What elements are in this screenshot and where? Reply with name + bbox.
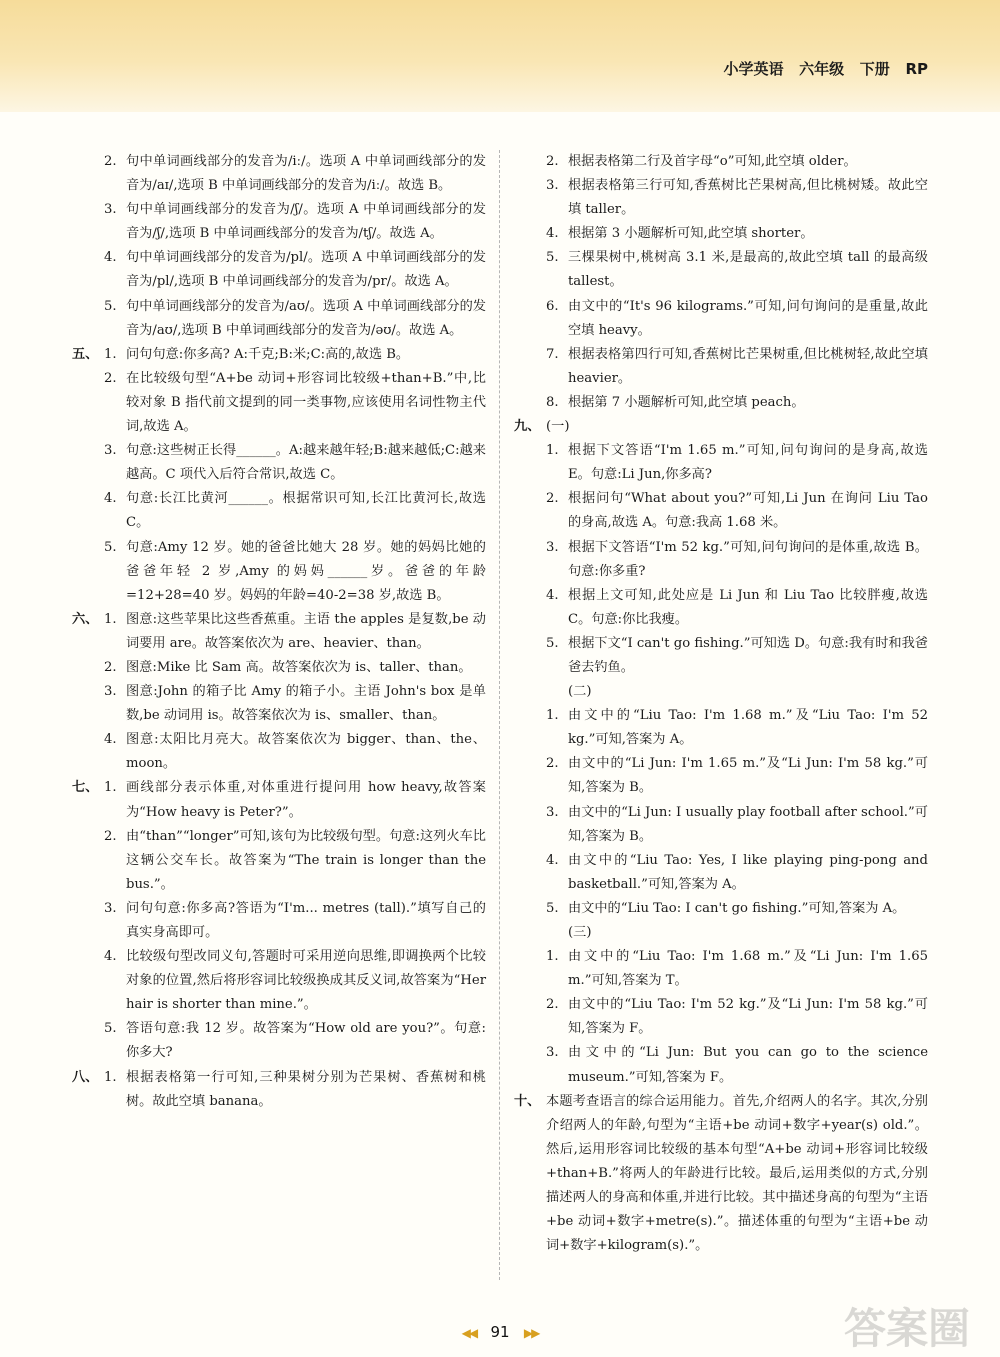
item-number: 4.	[104, 491, 117, 507]
item-text: 由文中的“It's 96 kilograms.”可知,问句询问的是重量,故此空填 heavy。	[568, 298, 928, 338]
item-text: 根据表格第四行可知,香蕉树比芒果树重,但比桃树轻,故此空填 heavier。	[568, 346, 928, 386]
answer-item	[72, 343, 486, 367]
answer-item	[514, 752, 928, 800]
item-number: 5.	[104, 539, 117, 555]
answer-item	[72, 825, 486, 897]
item-number: 2.	[546, 997, 559, 1013]
item-number: 2.	[104, 659, 117, 675]
item-number: 4.	[104, 250, 117, 266]
answer-item	[72, 150, 486, 198]
item-text: 句意:长江比黄河______。根据常识可知,长江比黄河长,故选 C。	[126, 491, 486, 531]
item-text: 由“than”“longer”可知,该句为比较级句型。句意:这列火车比这辆公交车长。故答案为“The train is longer than the bus.”。	[126, 828, 486, 892]
item-number: 7.	[546, 346, 559, 362]
item-text: 由文中的“Liu Tao: I can't go fishing.”可知,答案为 A。	[568, 900, 906, 916]
item-text: 根据下文答语“I'm 1.65 m.”可知,问句询问的是身高,故选 E。句意:Li Jun,你多高?	[568, 443, 928, 483]
item-number: 2.	[546, 491, 559, 507]
answer-item	[514, 801, 928, 849]
answer-item	[72, 367, 486, 439]
item-number: 3.	[546, 539, 559, 555]
book-title: 小学英语 六年级 下册 RP	[723, 60, 928, 78]
item-text: 根据表格第二行及首字母“o”可知,此空填 older。	[568, 154, 857, 169]
watermark-logo: 答案圈	[843, 1304, 970, 1353]
answer-item	[72, 776, 486, 824]
answer-item	[514, 343, 928, 391]
item-number: 5.	[104, 1021, 117, 1037]
answer-item	[514, 584, 928, 632]
item-text: 问句句意:你多高? A:千克;B:米;C:高的,故选 B。	[126, 346, 410, 362]
item-number: 3.	[546, 804, 559, 820]
item-text: 由文中的“Liu Tao: I'm 1.68 m.”及“Liu Tao: I'm 52 kg.”可知,答案为 A。	[568, 708, 928, 748]
item-number: 1.	[546, 949, 559, 965]
answer-item	[514, 391, 928, 415]
answer-item	[514, 1090, 928, 1259]
item-number: 1.	[546, 443, 559, 459]
prev-arrows-icon: ◀◀	[461, 1326, 477, 1340]
item-text: 根据表格第三行可知,香蕉树比芒果树高,但比桃树矮。故此空填 taller。	[568, 178, 928, 218]
item-text: 三棵果树中,桃树高 3.1 米,是最高的,故此空填 tall 的最高级 tallest。	[568, 250, 928, 290]
answer-item	[514, 945, 928, 993]
answer-item	[72, 897, 486, 945]
item-text: 根据问句“What about you?”可知,Li Jun 在询问 Liu Tao 的身高,故选 A。句意:我高 1.68 米。	[568, 491, 928, 531]
answer-item	[72, 1017, 486, 1065]
item-number: 1.	[104, 1069, 117, 1085]
item-number: 4.	[104, 732, 117, 748]
item-text: 句中单词画线部分的发音为/iː/。选项 A 中单词画线部分的发音为/aɪ/,选项 B 中单词画线部分的发音为/iː/。故选 B。	[126, 154, 486, 194]
item-text: 由文中的“Li Jun: But you can go to the science museum.”可知,答案为 F。	[568, 1045, 928, 1085]
item-text: 由文中的“Liu Tao: I'm 52 kg.”及“Li Jun: I'm 58 kg.”可知,答案为 F。	[568, 997, 928, 1037]
item-text: 句中单词画线部分的发音为/aʊ/。选项 A 中单词画线部分的发音为/aʊ/,选项 B 中单词画线部分的发音为/əʊ/。故选 A。	[126, 298, 486, 338]
item-text: 图意:Mike 比 Sam 高。故答案依次为 is、taller、than。	[126, 659, 472, 675]
answer-item	[514, 174, 928, 222]
item-text: (三)	[568, 925, 592, 940]
answer-item	[514, 536, 928, 584]
item-text: 图意:太阳比月亮大。故答案依次为 bigger、than、the、moon。	[126, 732, 486, 772]
section-number: 五、	[72, 346, 99, 362]
answer-item	[72, 295, 486, 343]
answer-item	[514, 415, 928, 439]
item-text: 比较级句型改同义句,答题时可采用逆向思维,即调换两个比较对象的位置,然后将形容词比较级换成其反义词,故答案为“Her hair is shorter than mine.”。	[126, 949, 486, 1013]
item-text: 句中单词画线部分的发音为/pl/。选项 A 中单词画线部分的发音为/pl/,选项 B 中单词画线部分的发音为/pr/。故选 A。	[126, 250, 486, 290]
answer-item	[514, 897, 928, 921]
page-number: 91	[490, 1323, 510, 1341]
item-text: 图意:John 的箱子比 Amy 的箱子小。主语 John's box 是单数,be 动词用 is。故答案依次为 is、smaller、than。	[126, 684, 486, 724]
item-text: 画线部分表示体重,对体重进行提问用 how heavy,故答案为“How heavy is Peter?”。	[126, 780, 486, 820]
answer-item	[72, 608, 486, 656]
item-number: 3.	[104, 202, 117, 218]
answer-item	[72, 680, 486, 728]
item-text: (一)	[546, 419, 570, 435]
section-number: 九、	[514, 419, 541, 435]
item-text: 句意:Amy 12 岁。她的爸爸比她大 28 岁。她的妈妈比她的爸爸年轻 2 岁,Amy 的妈妈______岁。爸爸的年龄=12+28=40 岁。妈妈的年龄=40-2=38 岁,故选 B。	[126, 539, 486, 603]
item-number: 5.	[546, 900, 559, 916]
item-number: 4.	[104, 949, 117, 965]
answer-item	[72, 487, 486, 535]
item-text: 由文中的“Liu Tao: Yes, I like playing ping-pong and basketball.”可知,答案为 A。	[568, 852, 928, 892]
answer-item	[514, 921, 928, 945]
item-number: 6.	[546, 298, 559, 314]
item-text: 问句句意:你多高?答语为“I'm... metres (tall).”填写自己的真实身高即可。	[126, 900, 486, 940]
item-number: 2.	[104, 828, 117, 844]
item-text: 本题考查语言的综合运用能力。首先,介绍两人的名字。其次,分别介绍两人的年龄,句型为“主语+be 动词+数字+year(s) old.”。然后,运用形容词比较级的基本句型“A+be 动词+形容词比较级+than+B.”将两人的年龄进行比较。最后,运用类似的方式,分别描述两人的身高和体重,并进行比较。其中描述身高的句型为“主语+be 动词+数字+metre(s).”。描述体重的句型为“主语+be 动词+数字+kilogram(s).”。	[546, 1093, 928, 1254]
item-text: 在比较级句型“A+be 动词+形容词比较级+than+B.”中,比较对象 B 指代前文提到的同一类事物,应该使用名词性物主代词,故选 A。	[126, 370, 486, 435]
item-number: 3.	[104, 443, 117, 459]
answer-item	[514, 222, 928, 246]
right-column	[514, 150, 928, 1258]
item-text: 根据表格第一行可知,三种果树分别为芒果树、香蕉树和桃树。故此空填 banana。	[126, 1069, 486, 1109]
section-number: 八、	[72, 1069, 99, 1085]
item-number: 1.	[546, 708, 559, 724]
answer-item	[514, 849, 928, 897]
left-column	[72, 150, 486, 1114]
answer-item	[72, 1066, 486, 1114]
item-number: 4.	[546, 587, 559, 603]
item-number: 5.	[546, 250, 559, 266]
answer-item	[72, 439, 486, 487]
answer-item	[514, 1041, 928, 1089]
answer-item	[514, 150, 928, 174]
item-text: 答语句意:我 12 岁。故答案为“How old are you?”。句意:你多大?	[126, 1021, 486, 1061]
answer-item	[514, 439, 928, 487]
item-number: 2.	[546, 154, 559, 169]
item-text: 根据下文答语“I'm 52 kg.”可知,问句询问的是体重,故选 B。句意:你多重?	[568, 539, 928, 579]
item-text: 由文中的“Li Jun: I'm 1.65 m.”及“Li Jun: I'm 58 kg.”可知,答案为 B。	[568, 756, 928, 796]
answer-item	[72, 246, 486, 294]
next-arrows-icon: ▶▶	[523, 1326, 539, 1340]
item-text: 根据上文可知,此处应是 Li Jun 和 Liu Tao 比较胖瘦,故选 C。句意:你比我瘦。	[568, 587, 928, 627]
item-number: 2.	[546, 756, 559, 772]
column-divider	[499, 150, 500, 1280]
item-number: 5.	[546, 635, 559, 651]
section-number: 六、	[72, 611, 99, 627]
item-number: 1.	[104, 611, 117, 627]
answer-item	[72, 198, 486, 246]
answer-item	[72, 728, 486, 776]
answer-item	[514, 295, 928, 343]
item-text: 句中单词画线部分的发音为/ʃ/。选项 A 中单词画线部分的发音为/ʃ/,选项 B 中单词画线部分的发音为/tʃ/。故选 A。	[126, 202, 486, 242]
item-number: 3.	[104, 900, 117, 916]
answer-item	[72, 536, 486, 608]
item-number: 4.	[546, 852, 559, 868]
item-number: 2.	[104, 154, 117, 169]
answer-item	[514, 487, 928, 535]
item-text: 由文中的“Liu Tao: I'm 1.68 m.”及“Li Jun: I'm 1.65 m.”可知,答案为 T。	[568, 949, 928, 989]
item-text: (二)	[568, 684, 592, 700]
item-text: 根据第 3 小题解析可知,此空填 shorter。	[568, 226, 814, 242]
section-number: 十、	[514, 1093, 541, 1109]
answer-item	[72, 656, 486, 680]
item-number: 8.	[546, 394, 559, 410]
section-number: 七、	[72, 780, 99, 796]
item-number: 3.	[104, 684, 117, 700]
answer-item	[72, 945, 486, 1017]
answer-item	[514, 246, 928, 294]
header-banner	[0, 0, 1000, 112]
item-number: 1.	[104, 346, 117, 362]
item-text: 由文中的“Li Jun: I usually play football after school.”可知,答案为 B。	[568, 804, 928, 844]
answer-item	[514, 632, 928, 680]
answer-item	[514, 993, 928, 1041]
item-number: 4.	[546, 226, 559, 242]
item-number: 2.	[104, 370, 117, 386]
item-number: 3.	[546, 1045, 559, 1061]
item-text: 句意:这些树正长得______。A:越来越年轻;B:越来越低;C:越来越高。C 项代入后符合常识,故选 C。	[126, 443, 486, 483]
item-number: 5.	[104, 298, 117, 314]
answer-item	[514, 680, 928, 704]
item-number: 1.	[104, 780, 117, 796]
item-text: 根据第 7 小题解析可知,此空填 peach。	[568, 394, 805, 410]
item-text: 图意:这些苹果比这些香蕉重。主语 the apples 是复数,be 动词要用 are。故答案依次为 are、heavier、than。	[126, 611, 486, 651]
item-text: 根据下文“I can't go fishing.”可知选 D。句意:我有时和我爸爸去钓鱼。	[568, 635, 928, 675]
answer-item	[514, 704, 928, 752]
item-number: 3.	[546, 178, 559, 194]
